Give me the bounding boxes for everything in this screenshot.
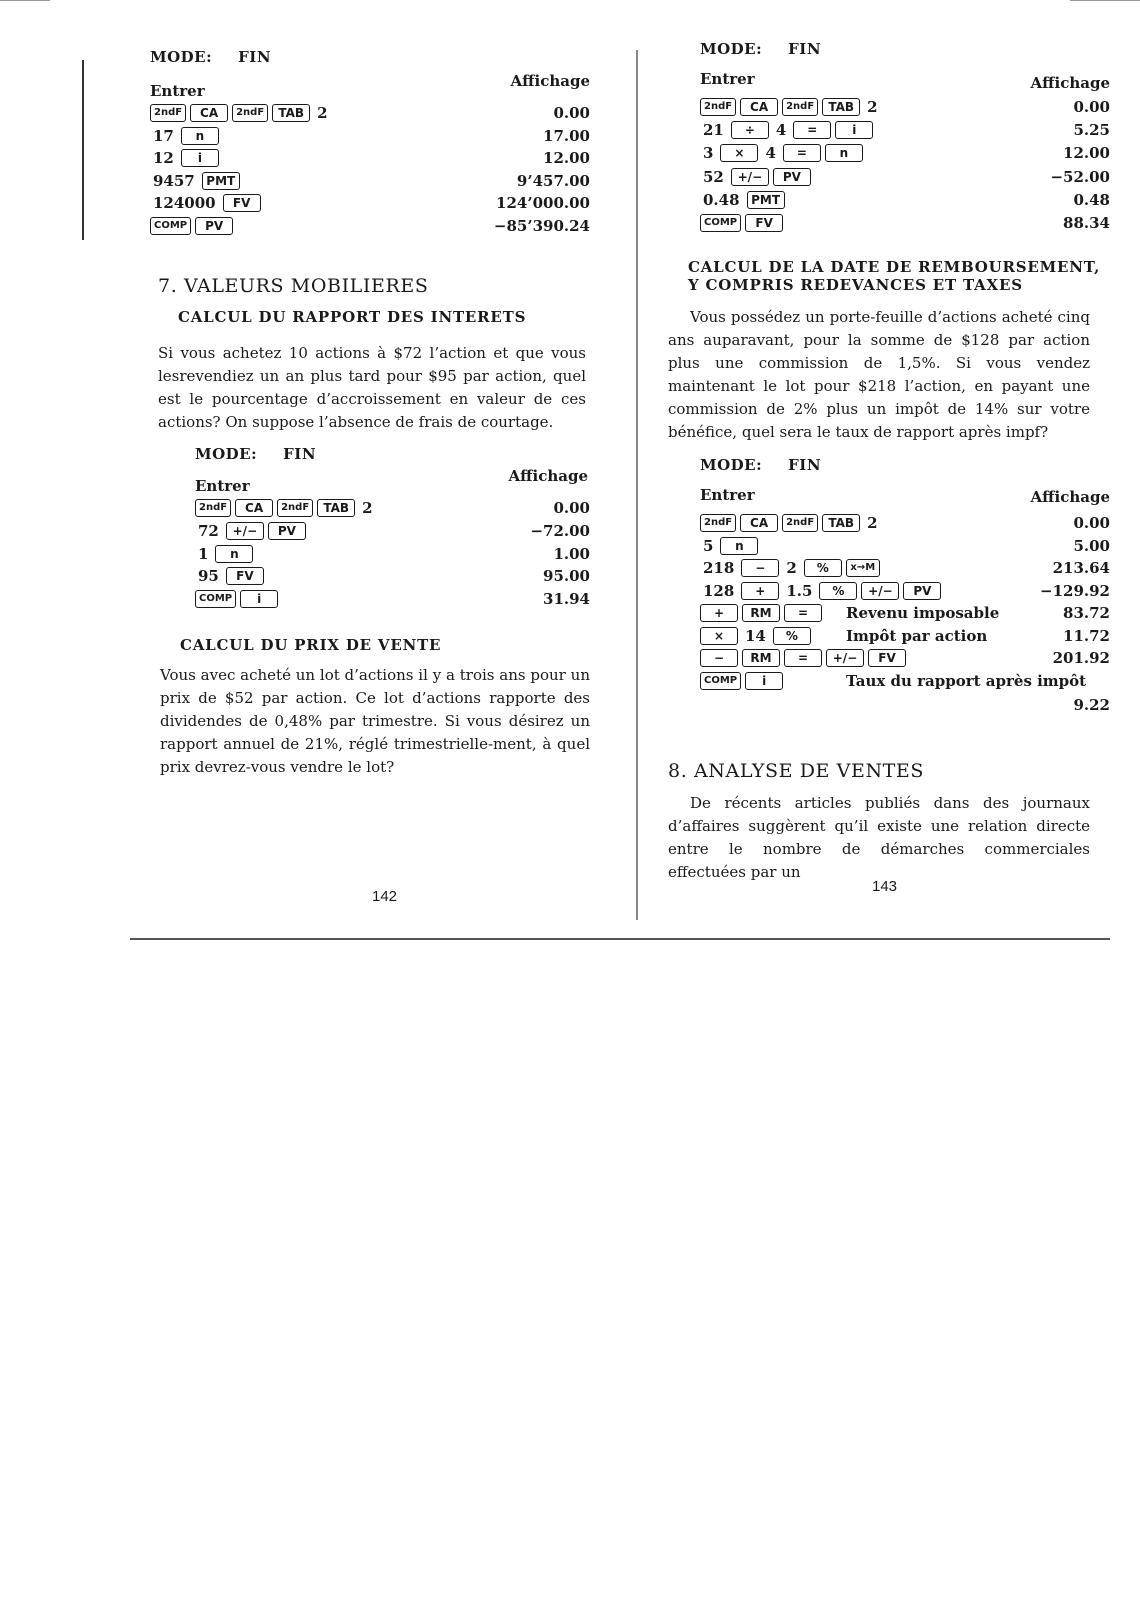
keystroke-sequence xyxy=(700,514,881,532)
keystroke-sequence xyxy=(700,627,811,645)
multiply-key: × xyxy=(700,627,738,645)
entry-number: 2 xyxy=(786,559,797,577)
pv-key: PV xyxy=(195,217,233,235)
column-header-display: Affichage xyxy=(1030,74,1110,92)
display-value: −129.92 xyxy=(1040,581,1110,600)
entry-number: 9457 xyxy=(153,171,195,190)
keystroke-row xyxy=(150,127,590,149)
top-rule-right xyxy=(1070,0,1140,1)
keystroke-row xyxy=(680,559,1110,581)
keystroke-row xyxy=(150,217,590,239)
keystroke-sequence xyxy=(700,121,873,139)
keystroke-sequence xyxy=(700,98,881,116)
mode-value: FIN xyxy=(788,456,822,474)
entry-number: 124000 xyxy=(153,194,216,212)
display-value: 0.00 xyxy=(1073,514,1110,532)
mode-label: MODE: xyxy=(195,445,258,463)
mode-line xyxy=(195,445,316,463)
pmt-key: PMT xyxy=(747,191,785,209)
mode-line xyxy=(150,48,271,66)
percent-key: % xyxy=(773,627,811,645)
keystroke-row xyxy=(680,672,1110,694)
paragraph: Si vous achetez 10 actions à $72 l’action et que vous lesrevendiez un an plus tard pour $95 par action, quel est le pourcentage d’accroissement en valeur de ces actions? On suppose l’absence de frais de courtage. xyxy=(158,344,586,431)
display-value: 31.94 xyxy=(543,590,590,609)
store-memory-key: x→M xyxy=(846,559,880,577)
section-title: 7. VALEURS MOBILIERES xyxy=(158,275,429,297)
display-value: −52.00 xyxy=(1050,167,1110,186)
n-key: n xyxy=(215,545,253,563)
tab-key: TAB xyxy=(822,514,860,532)
keystroke-row xyxy=(680,514,1110,536)
display-value: 11.72 xyxy=(1063,626,1110,645)
entry-number: 128 xyxy=(703,581,735,600)
entry-number: 3 xyxy=(703,144,714,163)
equals-key: = xyxy=(783,144,821,162)
clear-all-key: CA xyxy=(740,98,778,116)
keystroke-row xyxy=(680,604,1110,626)
n-key: n xyxy=(720,537,758,555)
entry-number: 4 xyxy=(765,144,776,163)
final-display-row xyxy=(680,696,1110,718)
keystroke-sequence xyxy=(195,590,278,608)
keystroke-sequence xyxy=(150,104,331,122)
keystroke-sequence xyxy=(700,168,811,186)
second-function-key: 2ndF xyxy=(700,98,736,116)
subsection-title: CALCUL DU PRIX DE VENTE xyxy=(180,636,442,654)
display-value: 88.34 xyxy=(1063,214,1110,232)
pmt-key: PMT xyxy=(202,172,240,190)
display-value: 213.64 xyxy=(1052,559,1110,577)
n-key: n xyxy=(181,127,219,145)
i-key: i xyxy=(745,672,783,690)
display-value: −72.00 xyxy=(530,521,590,540)
display-value: 12.00 xyxy=(1063,144,1110,163)
divide-key: ÷ xyxy=(731,121,769,139)
mode-line xyxy=(700,456,821,474)
page-number: 143 xyxy=(872,878,898,895)
keystroke-row xyxy=(150,104,590,126)
fv-key: FV xyxy=(226,567,264,585)
equals-key: = xyxy=(784,604,822,622)
keystroke-row xyxy=(680,98,1110,120)
pv-key: PV xyxy=(773,168,811,186)
second-function-key: 2ndF xyxy=(782,98,818,116)
entry-number: 4 xyxy=(775,121,787,140)
display-value: 17.00 xyxy=(543,126,590,145)
percent-key: % xyxy=(819,582,857,600)
display-value: 5.00 xyxy=(1073,536,1110,555)
second-function-key: 2ndF xyxy=(195,499,231,517)
comp-key: COMP xyxy=(700,672,741,690)
entry-number: 2 xyxy=(317,104,328,122)
entry-number: 2 xyxy=(362,499,373,517)
keystroke-row xyxy=(680,537,1110,559)
fv-key: FV xyxy=(745,214,783,232)
keystroke-sequence xyxy=(700,214,783,232)
row-annotation: Revenu imposable xyxy=(846,604,1000,622)
display-value: 0.00 xyxy=(1073,98,1110,116)
column-header-entry: Entrer xyxy=(700,486,755,504)
keystroke-row xyxy=(150,522,590,544)
keystroke-sequence xyxy=(150,149,219,167)
clear-all-key: CA xyxy=(190,104,228,122)
comp-key: COMP xyxy=(700,214,741,232)
tab-key: TAB xyxy=(272,104,310,122)
keystroke-row xyxy=(680,214,1110,236)
row-annotation: Taux du rapport après impôt xyxy=(846,671,1087,690)
column-header-entry: Entrer xyxy=(700,70,755,88)
change-sign-key: +/− xyxy=(226,522,264,540)
keystroke-row xyxy=(680,627,1110,649)
entry-number: 95 xyxy=(198,567,219,586)
keystroke-row xyxy=(680,191,1110,213)
keystroke-row xyxy=(680,121,1110,143)
minus-key: − xyxy=(741,559,779,577)
entry-number: 5 xyxy=(703,536,714,555)
mode-label: MODE: xyxy=(700,456,763,474)
keystroke-row xyxy=(150,545,590,567)
keystroke-row xyxy=(150,567,590,589)
entry-number: 21 xyxy=(703,121,724,140)
clear-all-key: CA xyxy=(235,499,273,517)
entry-number: 0.48 xyxy=(703,190,740,209)
top-rule-left xyxy=(0,0,50,1)
entry-number: 52 xyxy=(703,167,724,186)
pv-key: PV xyxy=(268,522,306,540)
keystroke-row xyxy=(680,144,1110,166)
column-header-display: Affichage xyxy=(1030,488,1110,506)
entry-number: 218 xyxy=(703,559,735,577)
display-value: 12.00 xyxy=(543,149,590,167)
second-function-key: 2ndF xyxy=(150,104,186,122)
keystroke-sequence xyxy=(700,537,758,555)
column-header-entry: Entrer xyxy=(195,477,250,495)
display-value: 9’457.00 xyxy=(516,171,590,190)
paragraph: Vous possédez un porte-feuille d’actions acheté cinq ans auparavant, pour la somme de $128 par action plus une commission de 1,5%. Si vous vendez maintenant le lot pour $218 l’action, en payant une commission de 2% plus un impôt de 14% sur votre bénéfice, quel sera le taux de rapport après impf? xyxy=(668,308,1090,441)
recall-memory-key: RM xyxy=(742,649,780,667)
display-value: 83.72 xyxy=(1063,604,1110,622)
n-key: n xyxy=(825,144,863,162)
plus-key: + xyxy=(700,604,738,622)
display-value: 0.48 xyxy=(1073,190,1110,209)
entry-number: 17 xyxy=(153,126,174,145)
entry-number: 72 xyxy=(198,521,219,540)
plus-key: + xyxy=(741,582,779,600)
row-annotation: Impôt par action xyxy=(846,626,988,645)
keystroke-sequence xyxy=(195,545,253,563)
keystroke-sequence xyxy=(700,191,785,209)
keystroke-sequence xyxy=(150,217,233,235)
i-key: i xyxy=(835,121,873,139)
change-sign-key: +/− xyxy=(861,582,899,600)
entry-number: 2 xyxy=(867,514,878,532)
mode-label: MODE: xyxy=(700,40,763,58)
keystroke-row xyxy=(150,172,590,194)
display-value: 5.25 xyxy=(1073,121,1110,140)
paragraph: Vous avec acheté un lot d’actions il y a trois ans pour un prix de $52 par action. Ce lot d’actions rapporte des dividendes de 0,48% par trimestre. Si vous désirez un rapport annuel de 21%, réglé trimestrielle-ment, à quel prix devrez-vous vendre le lot? xyxy=(160,666,590,776)
display-value: 0.00 xyxy=(553,499,590,517)
keystroke-row xyxy=(150,499,590,521)
keystroke-row xyxy=(150,149,590,171)
change-sign-key: +/− xyxy=(731,168,769,186)
multiply-key: × xyxy=(720,144,758,162)
column-header-display: Affichage xyxy=(510,72,590,90)
keystroke-sequence xyxy=(150,194,261,212)
keystroke-sequence xyxy=(150,172,240,190)
second-function-key: 2ndF xyxy=(700,514,736,532)
minus-key: − xyxy=(700,649,738,667)
mode-label: MODE: xyxy=(150,48,213,66)
second-function-key: 2ndF xyxy=(277,499,313,517)
keystroke-row xyxy=(680,649,1110,671)
comp-key: COMP xyxy=(195,590,236,608)
bottom-rule xyxy=(130,938,1110,940)
display-value: 124’000.00 xyxy=(496,194,590,212)
entry-number: 1 xyxy=(198,544,209,563)
mode-line xyxy=(700,40,821,58)
change-sign-key: +/− xyxy=(826,649,864,667)
keystroke-row xyxy=(150,194,590,216)
second-function-key: 2ndF xyxy=(782,514,818,532)
tab-key: TAB xyxy=(822,98,860,116)
i-key: i xyxy=(240,590,278,608)
subsection-title-line2: Y COMPRIS REDEVANCES ET TAXES xyxy=(688,276,1023,294)
entry-number: 14 xyxy=(745,626,766,645)
keystroke-sequence xyxy=(195,567,264,585)
subsection-title-line1: CALCUL DE LA DATE DE REMBOURSEMENT, xyxy=(688,258,1101,276)
column-header-entry: Entrer xyxy=(150,82,205,100)
percent-key: % xyxy=(804,559,842,577)
second-function-key: 2ndF xyxy=(232,104,268,122)
paragraph: De récents articles publiés dans des journaux d’affaires suggèrent qu’il existe une relation directe entre le nombre de démarches commerciales effectuées par un xyxy=(668,794,1090,881)
keystroke-sequence xyxy=(700,559,880,577)
margin-rule-left xyxy=(82,60,84,240)
display-value: 1.00 xyxy=(553,544,590,563)
display-value: 9.22 xyxy=(1073,696,1110,714)
keystroke-sequence xyxy=(700,604,822,622)
mode-value: FIN xyxy=(788,40,822,58)
tab-key: TAB xyxy=(317,499,355,517)
display-value: 201.92 xyxy=(1052,649,1110,667)
keystroke-sequence xyxy=(700,582,941,600)
display-value: 0.00 xyxy=(553,104,590,122)
keystroke-sequence xyxy=(700,144,863,162)
recall-memory-key: RM xyxy=(742,604,780,622)
entry-number: 12 xyxy=(153,149,174,167)
pv-key: PV xyxy=(903,582,941,600)
keystroke-row xyxy=(680,168,1110,190)
equals-key: = xyxy=(793,121,831,139)
keystroke-row xyxy=(680,582,1110,604)
subsection-title: CALCUL DU RAPPORT DES INTERETS xyxy=(178,308,527,326)
mode-value: FIN xyxy=(238,48,272,66)
keystroke-sequence xyxy=(195,522,306,540)
comp-key: COMP xyxy=(150,217,191,235)
column-header-display: Affichage xyxy=(508,467,588,485)
i-key: i xyxy=(181,149,219,167)
keystroke-sequence xyxy=(700,672,783,690)
keystroke-sequence xyxy=(195,499,376,517)
subsection-title xyxy=(688,258,1108,294)
fv-key: FV xyxy=(223,194,261,212)
display-value: 95.00 xyxy=(543,567,590,586)
fv-key: FV xyxy=(868,649,906,667)
keystroke-sequence xyxy=(150,127,219,145)
page-number: 142 xyxy=(372,888,398,905)
clear-all-key: CA xyxy=(740,514,778,532)
entry-number: 1.5 xyxy=(786,581,813,600)
mode-value: FIN xyxy=(283,445,317,463)
entry-number: 2 xyxy=(867,98,878,116)
section-title: 8. ANALYSE DE VENTES xyxy=(668,760,925,782)
keystroke-sequence xyxy=(700,649,906,667)
equals-key: = xyxy=(784,649,822,667)
display-value: −85’390.24 xyxy=(493,216,590,235)
gutter-rule xyxy=(636,50,638,920)
keystroke-row xyxy=(150,590,590,612)
